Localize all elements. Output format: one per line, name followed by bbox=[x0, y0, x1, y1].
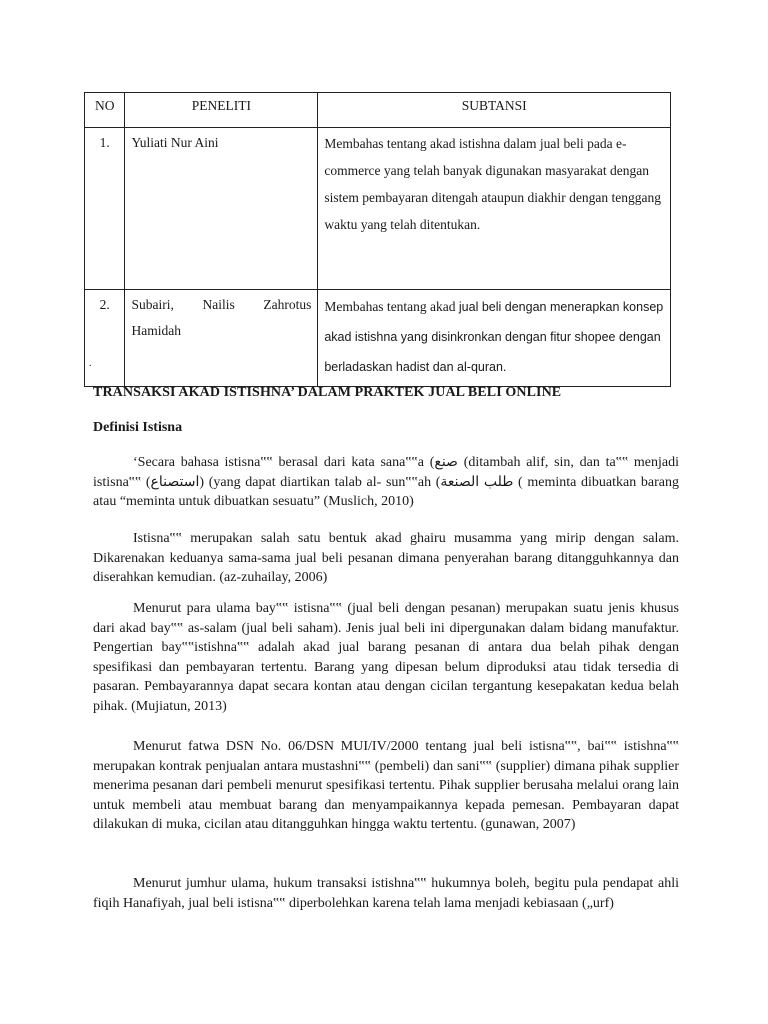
substance-text-body: Membahas tentang akad istishna dalam jual beli pada e-commerce yang telah banyak digunakan masyarakat dengan sistem pembayaran ditengah ataupun diakhir dengan tenggang waktu yang telah ditentukan. bbox=[324, 136, 661, 232]
row-number: 2. bbox=[85, 290, 125, 387]
paragraph-etymology: ‘Secara bahasa istisna‟‟ berasal dari kata sana‟‟a (صنع (ditambah alif, sin, dan ta‟‟ menjadi istisna‟‟ (استصناع) (yang dapat diartikan talab al- sun‟‟ah (طلب الصنعة ( meminta dibuatkan barang atau “meminta untuk dibuatkan sesuatu” (Muslich, 2010) bbox=[93, 455, 680, 509]
paragraph-ulama-opinion: Menurut para ulama bay‟‟ istisna‟‟ (jual beli dengan pesanan) merupakan suatu jenis khusus dari akad bay‟‟ as-salam (jual beli saham). Jenis jual beli ini dipergunakan dalam bidang manufaktur. Pengertian bay‟‟istishna‟‟ adalah akad jual barang pesanan di antara dua belah pihak dengan spesifikasi dan pembayaran tertentu. Barang yang dipesan belum diproduksi atau tidak tersedia di pasaran. Pembayarannya dapat secara kontan atau dengan cicilan tergantung kesepakatan kedua belah pihak. (Mujiatun, 2013) bbox=[93, 601, 679, 714]
researcher-name-text: Subairi, Nailis Zahrotus Hamidah bbox=[131, 297, 312, 338]
row-number: 1. bbox=[85, 128, 125, 290]
header-subtansi: SUBTANSI bbox=[318, 93, 671, 128]
literature-review-table bbox=[84, 92, 671, 387]
paragraph-dsn-fatwa: Menurut fatwa DSN No. 06/DSN MUI/IV/2000 tentang jual beli istisna‟‟, bai‟‟ istishna‟‟ merupakan kontrak penjualan antara mustashni‟‟ (pembeli) dan sani‟‟ (supplier) dimana pihak supplier menerima pesanan dari pembeli menurut spesifikasi tertentu. Pihak supplier berusaha melalui orang lain untuk membeli atau membuat barang dan menyampaikannya kepada pemesan. Pembayaran dapat dilakukan di muka, cicilan atau ditangguhkan hingga waktu tertentu. (gunawan, 2007) bbox=[93, 739, 679, 832]
substance-text-rest: jual beli dengan menerapkan konsep akad istishna yang disinkronkan dengan fitur shopee dengan berladaskan hadist dan al-quran. bbox=[324, 300, 664, 374]
table-row bbox=[85, 290, 671, 387]
researcher-name bbox=[125, 290, 318, 387]
header-no: NO bbox=[85, 93, 125, 128]
header-peneliti: PENELITI bbox=[125, 93, 318, 128]
section-title: TRANSAKSI AKAD ISTISHNA’ DALAM PRAKTEK JUAL BELI ONLINE bbox=[93, 385, 562, 400]
researcher-name: Yuliati Nur Aini bbox=[125, 128, 318, 290]
substance-text bbox=[318, 128, 671, 290]
substance-text-lead: Membahas tentang akad bbox=[324, 299, 459, 314]
substance-text bbox=[318, 290, 671, 387]
table-row bbox=[85, 128, 671, 290]
table-header-row bbox=[85, 93, 671, 128]
subsection-title: Definisi Istisna bbox=[93, 420, 183, 435]
paragraph-jumhur-ulama: Menurut jumhur ulama, hukum transaksi istishna‟‟ hukumnya boleh, begitu pula pendapat ahli fiqih Hanafiyah, jual beli istisna‟‟ diperbolehkan karena telah lama menjadi kebiasaan („urf) bbox=[93, 876, 679, 911]
paragraph-definition: Istisna‟‟ merupakan salah satu bentuk akad ghairu musamma yang mirip dengan salam. Dikarenakan keduanya sama-sama jual beli pesanan dimana penyerahan barang ditangguhkannya dan diserahkan kemudian. (az-zuhailay, 2006) bbox=[93, 531, 679, 585]
stray-dot: . bbox=[89, 358, 92, 369]
